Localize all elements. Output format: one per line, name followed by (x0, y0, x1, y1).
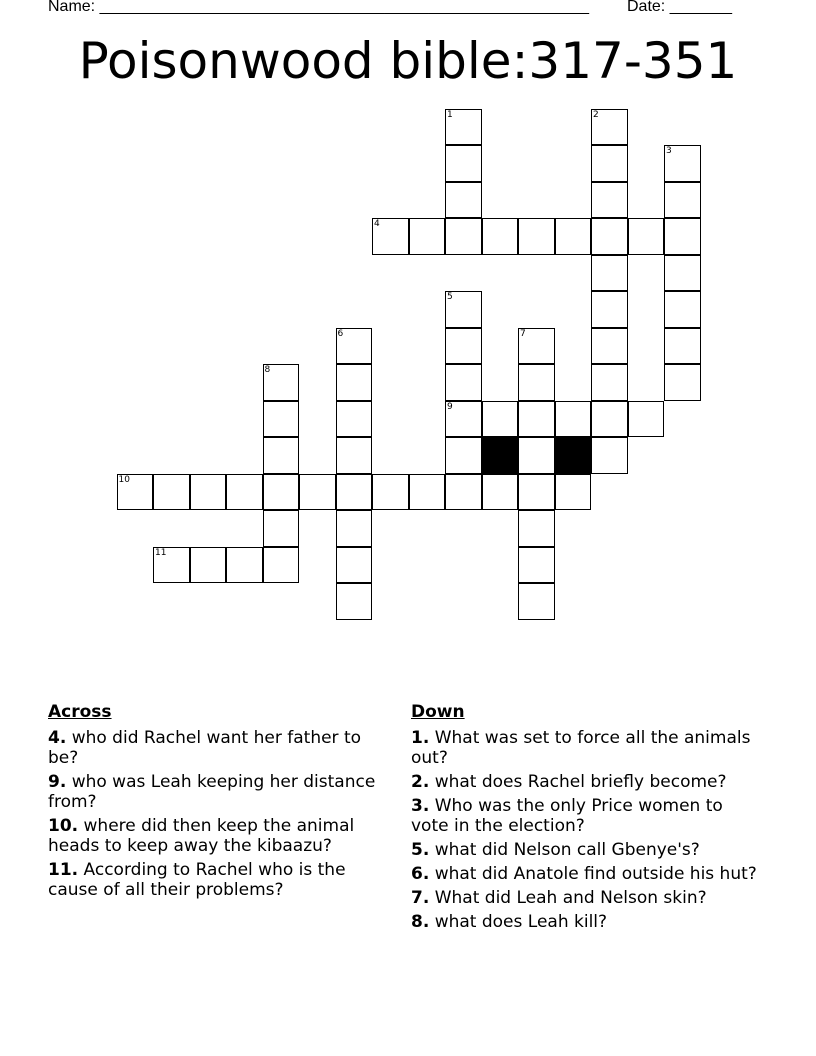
across-clue (48, 816, 393, 856)
name-line: Name: _______________________________________________________ (48, 0, 589, 15)
across-heading: Across (48, 702, 112, 722)
crossword-cell[interactable] (482, 474, 519, 511)
clue-number: 9. (48, 772, 67, 792)
clue-text: what did Anatole find outside his hut? (434, 864, 757, 884)
across-clue (48, 860, 393, 900)
crossword-cell[interactable] (445, 145, 482, 182)
crossword-cell[interactable] (409, 474, 446, 511)
cell-number: 1 (447, 109, 453, 120)
across-clue (48, 772, 393, 812)
crossword-cell[interactable] (591, 109, 628, 146)
crossword-cell[interactable] (336, 437, 373, 474)
crossword-cell[interactable] (445, 474, 482, 511)
cell-number: 2 (593, 109, 599, 120)
crossword-cell[interactable] (664, 255, 701, 292)
crossword-cell[interactable] (372, 218, 409, 255)
clue-number: 5. (411, 840, 430, 860)
cell-number: 9 (447, 401, 453, 412)
crossword-cell[interactable] (664, 364, 701, 401)
crossword-cell[interactable] (336, 583, 373, 620)
across-clue (48, 728, 393, 768)
crossword-cell[interactable] (409, 218, 446, 255)
crossword-cell[interactable] (117, 474, 154, 511)
clue-text: What did Leah and Nelson skin? (434, 888, 707, 908)
cell-number: 3 (666, 146, 672, 156)
crossword-cell[interactable] (372, 474, 409, 511)
crossword-cell[interactable] (555, 218, 592, 255)
clue-text: what did Nelson call Gbenye's? (434, 840, 700, 860)
clue-number: 10. (48, 816, 79, 836)
clue-number: 8. (411, 912, 430, 932)
crossword-cell[interactable] (336, 510, 373, 547)
crossword-cell[interactable] (226, 547, 263, 584)
down-clue (411, 840, 761, 860)
cell-number: 10 (118, 474, 130, 485)
clue-number: 1. (411, 728, 430, 748)
crossword-cell[interactable] (153, 547, 190, 584)
crossword-cell[interactable] (591, 364, 628, 401)
crossword-cell[interactable] (263, 474, 300, 511)
cell-number: 6 (337, 328, 344, 339)
crossword-cell[interactable] (263, 547, 300, 584)
crossword-cell[interactable] (664, 145, 701, 182)
clue-number: 6. (411, 864, 430, 884)
crossword-cell[interactable] (591, 328, 628, 365)
crossword-cell[interactable] (336, 474, 373, 511)
clue-number: 3. (411, 796, 430, 816)
crossword-cell[interactable] (518, 218, 555, 255)
clue-text: According to Rachel who is the cause of all their problems? (48, 860, 346, 900)
crossword-cell[interactable] (445, 109, 482, 146)
crossword-cell[interactable] (445, 437, 482, 474)
crossword-cell[interactable] (591, 291, 628, 328)
crossword-cell[interactable] (482, 401, 519, 438)
crossword-cell[interactable] (664, 218, 701, 255)
down-clue (411, 772, 761, 792)
down-clue (411, 796, 761, 836)
crossword-cell[interactable] (336, 401, 373, 438)
crossword-cell[interactable] (263, 437, 300, 474)
crossword-cell[interactable] (591, 182, 628, 219)
cell-number: 11 (155, 547, 167, 558)
clue-text: what does Rachel briefly become? (434, 772, 727, 792)
clue-text: who was Leah keeping her distance from? (48, 772, 376, 812)
crossword-cell[interactable] (518, 474, 555, 511)
clue-text: Who was the only Price women to vote in the election? (411, 796, 723, 836)
crossword-cell[interactable] (336, 547, 373, 584)
crossword-cell[interactable] (153, 474, 190, 511)
clue-number: 11. (48, 860, 79, 880)
crossword-cell[interactable] (664, 291, 701, 328)
crossword-cell[interactable] (591, 401, 628, 438)
crossword-block (482, 437, 519, 474)
crossword-cell[interactable] (628, 401, 665, 438)
across-clues (48, 702, 393, 904)
clue-number: 2. (411, 772, 430, 792)
crossword-cell[interactable] (555, 474, 592, 511)
crossword-cell[interactable] (482, 218, 519, 255)
crossword-cell[interactable] (518, 510, 555, 547)
date-line: Date: _______ (627, 0, 732, 15)
crossword-cell[interactable] (190, 547, 227, 584)
crossword-cell[interactable] (445, 328, 482, 365)
crossword-cell[interactable] (445, 182, 482, 219)
down-clues (411, 702, 761, 936)
crossword-cell[interactable] (190, 474, 227, 511)
clue-number: 4. (48, 728, 67, 748)
down-clue (411, 912, 761, 932)
crossword-cell[interactable] (628, 218, 665, 255)
crossword-cell[interactable] (518, 583, 555, 620)
crossword-cell[interactable] (445, 291, 482, 328)
puzzle-title: Poisonwood bible:317-351 (78, 32, 738, 90)
cell-number: 7 (520, 328, 526, 339)
down-clue (411, 728, 761, 768)
crossword-cell[interactable] (664, 328, 701, 365)
crossword-cell[interactable] (591, 255, 628, 292)
crossword-cell[interactable] (591, 218, 628, 255)
crossword-cell[interactable] (518, 401, 555, 438)
clue-text: what does Leah kill? (434, 912, 608, 932)
clue-text: where did then keep the animal heads to keep away the kibaazu? (48, 816, 355, 856)
down-clue (411, 888, 761, 908)
crossword-block (555, 437, 592, 474)
crossword-cell[interactable] (226, 474, 263, 511)
crossword-cell[interactable] (299, 474, 336, 511)
cell-number: 5 (447, 292, 453, 302)
cell-number: 8 (264, 365, 271, 375)
crossword-cell[interactable] (518, 328, 555, 365)
down-heading: Down (411, 702, 465, 722)
crossword-cell[interactable] (555, 401, 592, 438)
crossword-cell[interactable] (518, 364, 555, 401)
crossword-cell[interactable] (445, 401, 482, 438)
crossword-cell[interactable] (263, 364, 300, 401)
crossword-cell[interactable] (336, 364, 373, 401)
crossword-cell[interactable] (664, 182, 701, 219)
crossword-cell[interactable] (336, 328, 373, 365)
crossword-cell[interactable] (263, 401, 300, 438)
crossword-cell[interactable] (518, 437, 555, 474)
crossword-cell[interactable] (263, 510, 300, 547)
crossword-cell[interactable] (591, 145, 628, 182)
crossword-cell[interactable] (445, 218, 482, 255)
clue-number: 7. (411, 888, 430, 908)
crossword-cell[interactable] (591, 437, 628, 474)
cell-number: 4 (374, 219, 380, 229)
crossword-cell[interactable] (518, 547, 555, 584)
crossword-cell[interactable] (445, 364, 482, 401)
clue-text: who did Rachel want her father to be? (48, 728, 362, 768)
down-clue (411, 864, 761, 884)
clue-text: What was set to force all the animals out? (411, 728, 751, 768)
